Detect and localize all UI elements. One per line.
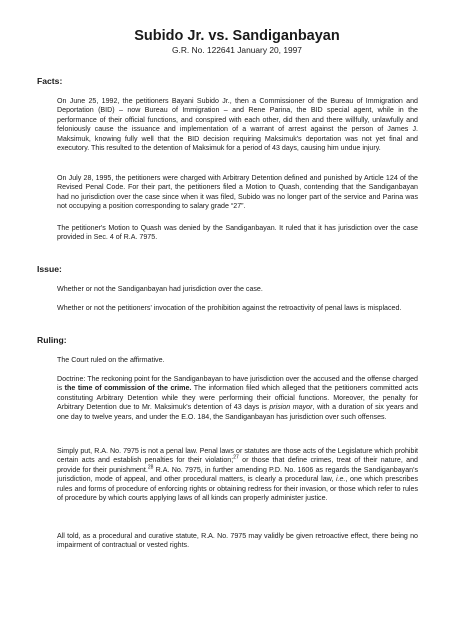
footnote-28: 28: [147, 464, 154, 471]
ruling-italic-ie: i.e.: [335, 475, 346, 484]
ruling-text-3: R.A. No. 7975, in further amending P.D. No. 1606 as regards the Sandiganbayan's jurisdiction, mode of appeal, and other procedural matters, is clearly a procedural law,: [57, 465, 418, 484]
doctrine-text-end: , with a duration of six years and one day to twelve years, and under the E.O. 184, the Sandiganbayan has jurisdiction over such offenses.: [57, 403, 418, 421]
ruling-paragraph-3: [57, 447, 418, 503]
doctrine-emphasis: the time of commission of the crime.: [64, 384, 192, 393]
doctrine-text-start: Doctrine: The reckoning point for the Sandiganbayan to have jurisdiction over the accused and the offense charged is: [57, 375, 418, 393]
doctrine-text-middle: The information filed which alleged that the petitioners committed acts constituting Arbitrary Detention while they were performing their official functions. Moreover, the penalty for Arbitrary Detention due to Mr. Maksimuk's detention of 43 days is: [57, 384, 418, 412]
ruling-text-4: , one which prescribes rules and forms of procedure of enforcing rights or obtaining redress for their invasion, or those which refer to rules of procedure by which courts applying laws of all kinds can properly administer justice.: [57, 475, 418, 503]
facts-paragraph-1: On June 25, 1992, the petitioners Bayani Subido Jr., then a Commissioner of the Bureau of Immigration and Deportation (BID) – now Bureau of Immigration – and Rene Parina, the BID special agent, while in the performance of their official functions, and conspired with each other, did then and there willfully, unlawfully and feloniously cause the issuance and implementation of a warrant of arrest against the person of James J. Maksimuk, knowing fully well that the BID decision requiring Maksimuk's deportation was not yet final and executory. This resulted to the detention of Maksimuk for a period of 43 days, causing him undue injury.: [57, 97, 418, 153]
facts-paragraph-2: On July 28, 1995, the petitioners were charged with Arbitrary Detention defined and punished by Article 124 of the Revised Penal Code. For their part, the petitioners filed a Motion to Quash, contending that the Sandiganbayan had no jurisdiction over the case since when it was filed, Subido was no longer part of the service and Parina was not occupying a position corresponding to salary grade “27”.: [57, 174, 418, 211]
ruling-paragraph-1: The Court ruled on the affirmative.: [57, 356, 165, 364]
ruling-paragraph-4: All told, as a procedural and curative statute, R.A. No. 7975 may validly be given retroactive effect, there being no impairment of contractual or vested rights.: [57, 532, 418, 550]
doctrine-italic-term: prision mayor: [269, 403, 313, 412]
ruling-heading: Ruling:: [37, 335, 67, 345]
ruling-doctrine-paragraph: [57, 375, 418, 422]
ruling-text-1: Simply put, R.A. No. 7975 is not a penal law. Penal laws or statutes are those acts of the Legislature which prohibit certain acts and establish penalties for their violation;: [57, 447, 418, 465]
issue-paragraph-1: Whether or not the Sandiganbayan had jurisdiction over the case.: [57, 285, 263, 293]
case-citation: G.R. No. 122641 January 20, 1997: [172, 45, 302, 55]
facts-heading: Facts:: [37, 76, 63, 86]
issue-paragraph-2: Whether or not the petitioners' invocation of the prohibition against the retroactivity of penal laws is misplaced.: [57, 304, 402, 312]
footnote-27: 27: [233, 455, 239, 462]
issue-heading: Issue:: [37, 264, 62, 274]
ruling-text-2: or those that define crimes, treat of their nature, and provide for their punishment.: [57, 456, 419, 474]
facts-paragraph-3: The petitioner's Motion to Quash was denied by the Sandiganbayan. It ruled that it has jurisdiction over the case provided in Sec. 4 of R.A. 7975.: [57, 224, 418, 242]
case-title: Subido Jr. vs. Sandiganbayan: [134, 28, 340, 44]
